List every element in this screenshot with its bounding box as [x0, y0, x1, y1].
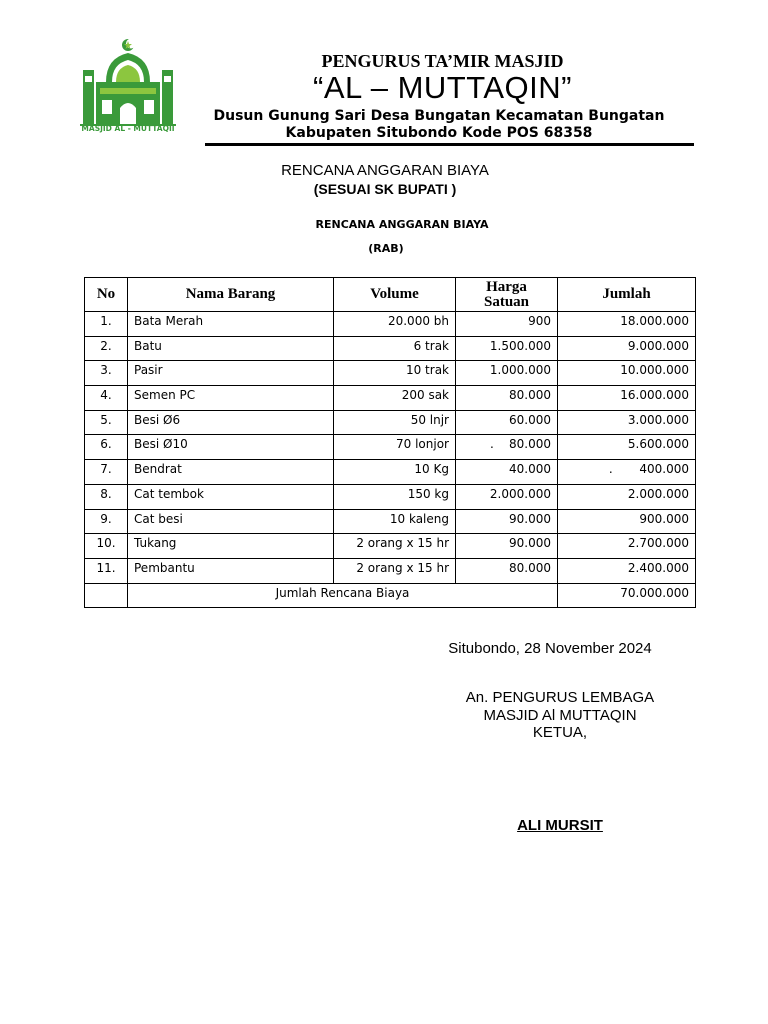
cell-no: 5. [85, 410, 128, 435]
cell-total: 2.700.000 [558, 534, 696, 559]
cell-no: 7. [85, 460, 128, 485]
cell-total: 900.000 [558, 509, 696, 534]
table-row [85, 558, 696, 583]
header-volume: Volume [334, 278, 456, 312]
cell-price: 40.000 [456, 460, 558, 485]
header-unit-price-line2: Satuan [483, 293, 530, 310]
header-no: No [85, 278, 128, 312]
cell-no: 3. [85, 361, 128, 386]
signature-line-2: MASJID Al MUTTAQIN [483, 707, 637, 724]
cell-no: 11. [85, 558, 128, 583]
cell-volume: 10 trak [334, 361, 456, 386]
table-title: RENCANA ANGGARAN BIAYA [315, 218, 489, 231]
cell-price: 1.000.000 [456, 361, 558, 386]
cell-name: Pasir [128, 361, 334, 386]
cell-no: 4. [85, 386, 128, 411]
table-row [85, 509, 696, 534]
header-unit-price [456, 278, 558, 312]
header-total: Jumlah [558, 278, 696, 312]
header-name: Nama Barang [128, 278, 334, 312]
table-row [85, 410, 696, 435]
table-header-row [85, 278, 696, 312]
table-total-row [85, 583, 696, 608]
cell-volume: 70 lonjor [334, 435, 456, 460]
cell-volume: 10 kaleng [334, 509, 456, 534]
cell-volume: 2 orang x 15 hr [334, 558, 456, 583]
cell-volume: 10 Kg [334, 460, 456, 485]
cell-volume: 20.000 bh [334, 312, 456, 337]
signature-line-3: KETUA, [532, 724, 588, 741]
cell-name: Pembantu [128, 558, 334, 583]
cell-price: 90.000 [456, 534, 558, 559]
header-unit-price-line1: Harga [486, 278, 527, 295]
cell-total: . 400.000 [558, 460, 696, 485]
table-row [85, 336, 696, 361]
letterhead-rule [205, 143, 694, 146]
cell-total: 16.000.000 [558, 386, 696, 411]
cell-price: . 80.000 [456, 435, 558, 460]
cell-total: 5.600.000 [558, 435, 696, 460]
address-line-2: Kabupaten Situbondo Kode POS 68358 [285, 125, 593, 141]
cell-price: 2.000.000 [456, 484, 558, 509]
table-row [85, 534, 696, 559]
cell-volume: 2 orang x 15 hr [334, 534, 456, 559]
table-row [85, 484, 696, 509]
cell-no: 8. [85, 484, 128, 509]
cell-price: 900 [456, 312, 558, 337]
cell-name: Besi Ø6 [128, 410, 334, 435]
cell-name: Semen PC [128, 386, 334, 411]
cell-price: 60.000 [456, 410, 558, 435]
cell-total: 2.000.000 [558, 484, 696, 509]
table-subtitle: (RAB) [368, 242, 404, 255]
table-row [85, 386, 696, 411]
cell-name: Besi Ø10 [128, 435, 334, 460]
cell-total: 18.000.000 [558, 312, 696, 337]
cell-price: 80.000 [456, 558, 558, 583]
cell-no: 1. [85, 312, 128, 337]
table-row [85, 460, 696, 485]
place-date: Situbondo, 28 November 2024 [448, 640, 652, 657]
signer-name: ALI MURSIT [517, 817, 603, 834]
logo-text: MASJID AL - MUTTAQII [81, 124, 175, 133]
total-label: Jumlah Rencana Biaya [128, 583, 558, 608]
cell-volume: 6 trak [334, 336, 456, 361]
address-line-1: Dusun Gunung Sari Desa Bungatan Kecamatan Bungatan [213, 108, 665, 124]
cell-name: Tukang [128, 534, 334, 559]
mosque-logo [80, 38, 176, 140]
cell-no: 10. [85, 534, 128, 559]
cell-price: 1.500.000 [456, 336, 558, 361]
document-subtitle: (SESUAI SK BUPATI ) [313, 181, 457, 197]
total-value: 70.000.000 [558, 583, 696, 608]
org-line: PENGURUS TA’MIR MASJID [321, 51, 564, 71]
budget-table [84, 277, 696, 608]
cell-name: Bendrat [128, 460, 334, 485]
document-title: RENCANA ANGGARAN BIAYA [281, 162, 489, 179]
cell-total: 3.000.000 [558, 410, 696, 435]
cell-no: 9. [85, 509, 128, 534]
cell-no: 6. [85, 435, 128, 460]
cell-total: 10.000.000 [558, 361, 696, 386]
cell-total: 2.400.000 [558, 558, 696, 583]
cell-name: Batu [128, 336, 334, 361]
signature-line-1: An. PENGURUS LEMBAGA [465, 689, 655, 706]
table-row [85, 312, 696, 337]
cell-name: Cat tembok [128, 484, 334, 509]
cell-price: 90.000 [456, 509, 558, 534]
cell-price: 80.000 [456, 386, 558, 411]
table-row [85, 435, 696, 460]
mosque-name: “AL – MUTTAQIN” [313, 70, 572, 105]
cell-name: Cat besi [128, 509, 334, 534]
cell-volume: 200 sak [334, 386, 456, 411]
cell-volume: 50 lnjr [334, 410, 456, 435]
cell-name: Bata Merah [128, 312, 334, 337]
cell-no: 2. [85, 336, 128, 361]
cell-volume: 150 kg [334, 484, 456, 509]
cell-total: 9.000.000 [558, 336, 696, 361]
cell-empty [85, 583, 128, 608]
table-row [85, 361, 696, 386]
